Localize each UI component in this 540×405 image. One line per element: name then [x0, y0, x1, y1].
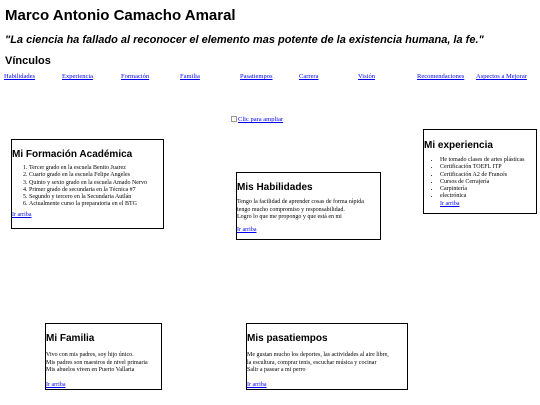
- familia-title: Mi Familia: [46, 333, 95, 344]
- nav-link-experiencia[interactable]: Experiencia: [62, 73, 94, 80]
- experiencia-section: [423, 129, 537, 214]
- habilidades-line: Tengo la facilidad de aprender cosas de forma rápida: [237, 199, 364, 205]
- image-alt-text: Clic para ampliar: [238, 116, 284, 123]
- nav-link-vision[interactable]: Visión: [358, 73, 375, 80]
- experiencia-title: Mi experiencia: [424, 140, 493, 151]
- list-item: • Carpintería: [440, 186, 536, 193]
- nav-link-recomendaciones[interactable]: Recomendaciones: [417, 73, 465, 80]
- list-item: • Certificación A2 de Francés: [440, 172, 536, 179]
- list-item: 6. Actualmente curso la preparatoria en el BTG: [29, 201, 163, 208]
- familia-section: [45, 323, 162, 390]
- familia-line: Vivo con mis padres, soy hijo único.: [46, 352, 134, 358]
- familia-back-to-top-link[interactable]: Ir arriba: [46, 381, 66, 388]
- list-item: 5. Segundo y tercero en la Secundaria Autlán: [29, 194, 163, 201]
- nav-link-pasatiempos[interactable]: Pasatiempos: [240, 73, 273, 80]
- links-heading: Vínculos: [5, 55, 51, 67]
- list-item: • Certificación TOEFL ITP: [440, 164, 536, 171]
- formacion-section: [11, 139, 164, 229]
- habilidades-section: [236, 172, 381, 240]
- list-item: • He tomado clases de artes plásticas: [440, 157, 536, 164]
- list-item: 4. Primer grado de secundaria en la Técnica #7: [29, 187, 163, 194]
- enlarge-image-link[interactable]: [231, 116, 283, 124]
- habilidades-back-to-top-link[interactable]: Ir arriba: [237, 226, 257, 233]
- list-item: 2. Cuarto grado en la escuela Felipe Angeles: [29, 172, 163, 179]
- habilidades-title: Mis Habilidades: [237, 182, 313, 193]
- pasatiempos-back-to-top-link[interactable]: Ir arriba: [247, 381, 267, 388]
- list-item: 1. Tercer grado en la escuela Benito Juarez: [29, 165, 163, 172]
- habilidades-line: tengo mucho compromiso y responsabilidad.: [237, 206, 345, 213]
- habilidades-line: Logro lo que me propongo y que está en mi: [237, 214, 342, 221]
- list-item: • electrónica: [440, 193, 536, 200]
- formacion-title: Mi Formación Académica: [12, 149, 133, 160]
- list-item: 3. Quinto y sexto grado en la escuela Amado Nervo: [29, 180, 163, 187]
- quote-heading: "La ciencia ha fallado al reconocer el elemento mas potente de la existencia humana, la fe.": [5, 34, 484, 46]
- familia-line: Mis padres son maestros de nivel primaria: [46, 359, 148, 366]
- nav-link-aspectos-mejorar[interactable]: Aspectos a Mejorar: [476, 73, 527, 80]
- pasatiempos-title: Mis pasatiempos: [247, 333, 328, 344]
- pasatiempos-section: [246, 323, 408, 390]
- nav-link-familia[interactable]: Familia: [180, 73, 200, 80]
- nav-link-formacion[interactable]: Formación: [121, 73, 150, 80]
- experiencia-list: [424, 157, 536, 201]
- pasatiempos-line: Me gustan mucho los deportes, las actividades al aire libre,: [247, 352, 389, 358]
- nav-link-carrera[interactable]: Carrera: [299, 73, 319, 80]
- familia-line: Mis abuelos viven en Puerto Vallarta: [46, 367, 135, 374]
- experiencia-back-to-top-link[interactable]: Ir arriba: [440, 200, 460, 207]
- broken-image-icon: [231, 116, 237, 122]
- pasatiempos-line: la escultura, comprar tenis, escuchar música y cocinar: [247, 359, 377, 366]
- formacion-back-to-top-link[interactable]: Ir arriba: [12, 211, 32, 218]
- nav-link-habilidades[interactable]: Habilidades: [4, 73, 36, 80]
- list-item: • Cursos de Cerrajería: [440, 179, 536, 186]
- pasatiempos-line: Salir a pasear a mi perro: [247, 367, 306, 374]
- formacion-list: [12, 165, 163, 209]
- page-title: Marco Antonio Camacho Amaral: [5, 7, 236, 24]
